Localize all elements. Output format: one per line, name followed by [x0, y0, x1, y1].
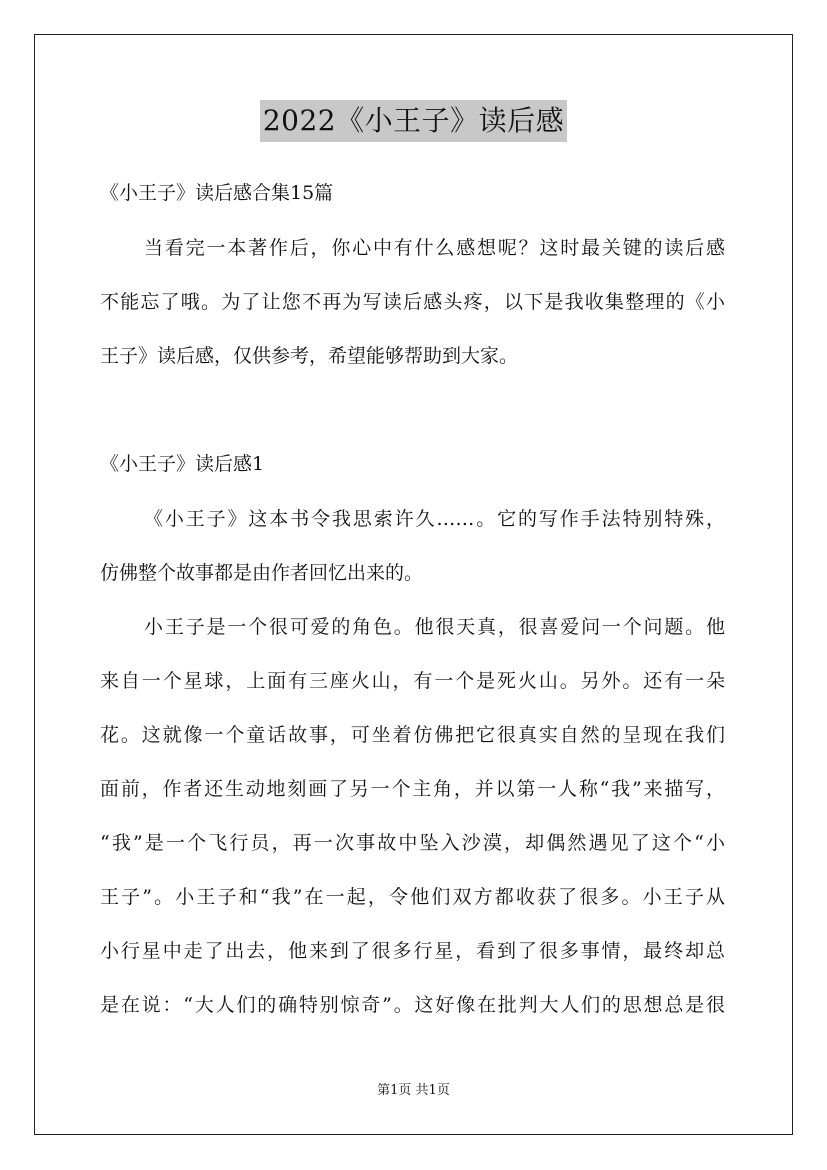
paragraph2-line: 小王子是一个很可爱的角色。他很天真，很喜爱问一个问题。他 [144, 616, 725, 638]
intro-line: 不能忘了哦。为了让您不再为写读后感头疼，以下是我收集整理的《小 [100, 291, 725, 313]
intro-line: 当看完一本著作后，你心中有什么感想呢？这时最关键的读后感 [144, 237, 725, 259]
intro-line: 王子》读后感，仅供参考，希望能够帮助到大家。 [100, 345, 519, 367]
document-title: 2022《小王子》读后感 [260, 100, 567, 142]
page-footer: 第1页 共1页 [377, 1083, 450, 1098]
paragraph2-line: 小行星中走了出去，他来到了很多行星，看到了很多事情，最终却总 [100, 940, 725, 962]
paragraph2-line: “我”是一个飞行员，再一次事故中坠入沙漠，却偶然遇见了这个“小 [100, 832, 725, 854]
paragraph2-line: 面前，作者还生动地刻画了另一个主角，并以第一人称“我”来描写， [100, 778, 725, 800]
section-heading: 《小王子》读后感1 [100, 453, 265, 475]
paragraph1-line: 《小王子》这本书令我思索许久……。它的写作手法特别特殊， [144, 508, 725, 530]
paragraph2-line: 王子”。小王子和“我”在一起，令他们双方都收获了很多。小王子从 [100, 886, 725, 908]
paragraph2-line: 来自一个星球，上面有三座火山，有一个是死火山。另外。还有一朵 [100, 670, 725, 692]
paragraph2-line: 花。这就像一个童话故事，可坐着仿佛把它很真实自然的呈现在我们 [100, 724, 725, 746]
paragraph1-line: 仿佛整个故事都是由作者回忆出来的。 [100, 562, 424, 584]
title-container [0, 100, 827, 142]
document-subtitle: 《小王子》读后感合集15篇 [100, 182, 334, 204]
paragraph2-line: 是在说：“大人们的确特别惊奇”。这好像在批判大人们的思想总是很 [100, 994, 725, 1016]
